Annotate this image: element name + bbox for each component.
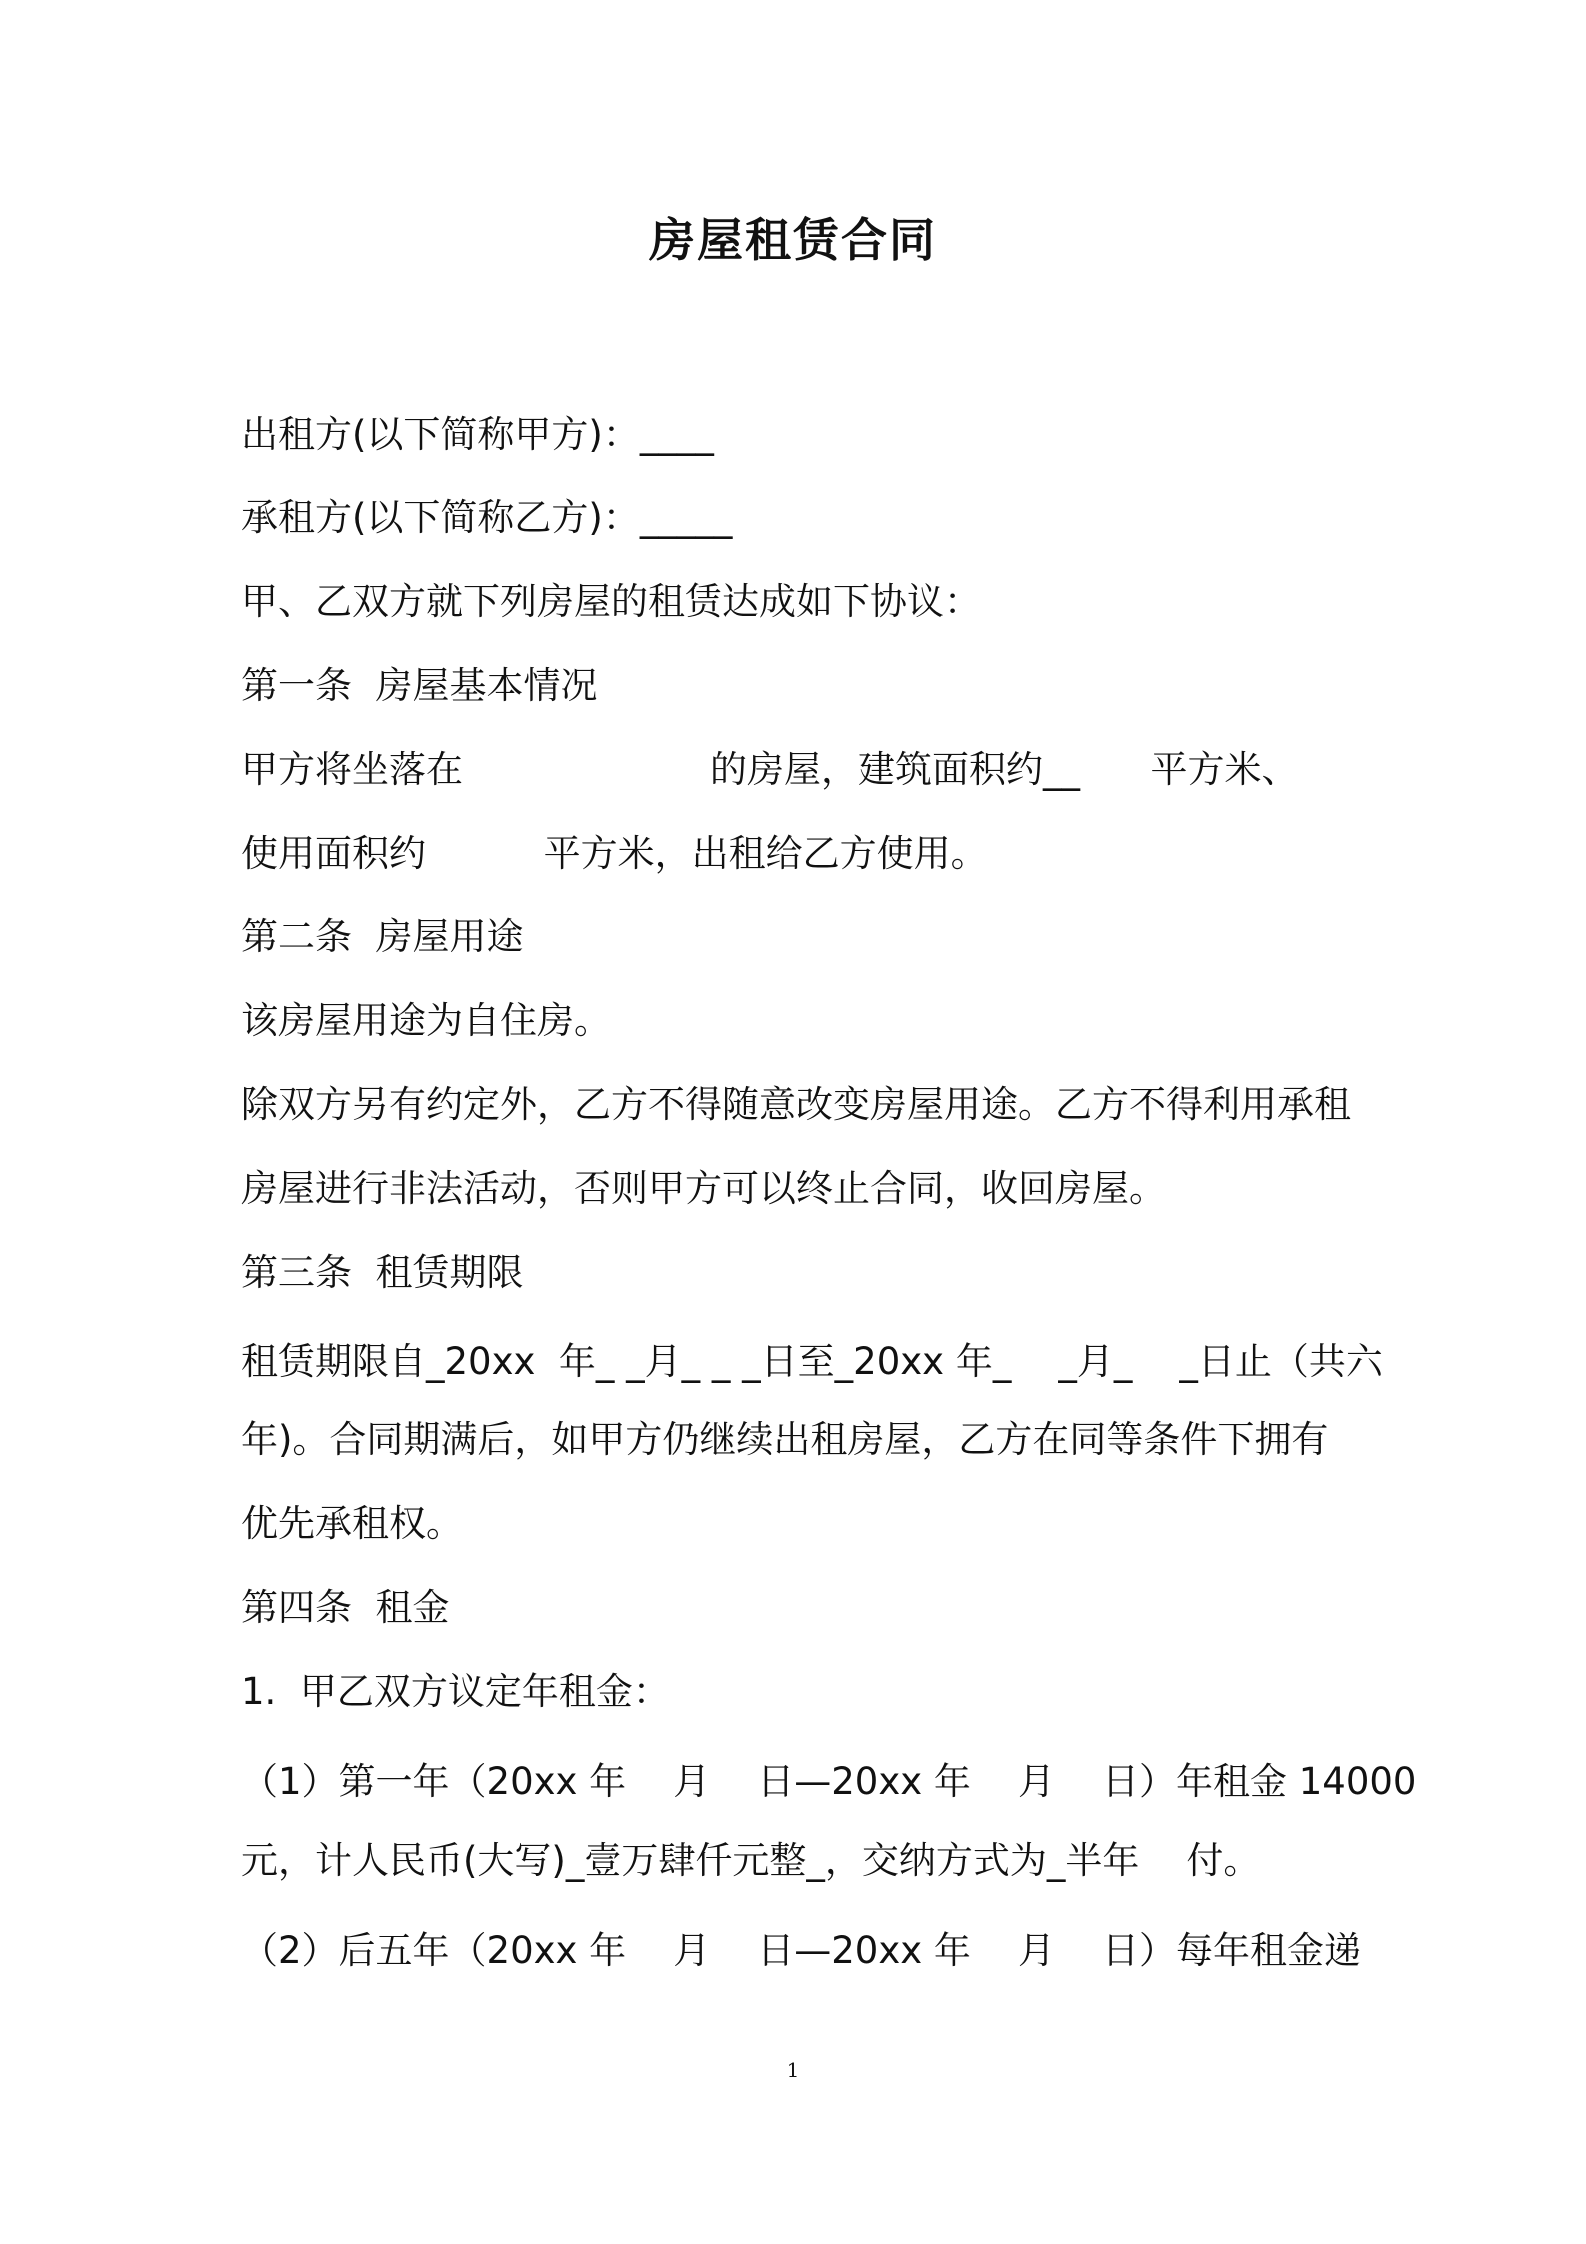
article-1-text-line-2: 使用面积约 平方米，出租给乙方使用。 <box>241 832 988 875</box>
article-4-item-1: 1. 甲乙双方议定年租金： <box>241 1670 670 1713</box>
article-3-heading: 第三条 租赁期限 <box>241 1251 524 1294</box>
article-1-text-line-1: 甲方将坐落在 的房屋，建筑面积约__ 平方米、 <box>241 748 1299 791</box>
article-4-item-1-1-line-2: 元，计人民币(大写)_壹万肆仟元整_，交纳方式为_半年 付。 <box>241 1839 1261 1882</box>
article-3-text-line-1: 租赁期限自_20xx 年_ _月_ _ _日至_20xx 年_ _月_ _日止（共六 <box>241 1340 1383 1383</box>
article-3-text-line-2: 年)。合同期满后，如甲方仍继续出租房屋，乙方在同等条件下拥有 <box>241 1418 1329 1461</box>
document-title: 房屋租赁合同 <box>649 213 937 267</box>
agreement-intro: 甲、乙双方就下列房屋的租赁达成如下协议： <box>241 580 981 623</box>
article-3-text-line-3: 优先承租权。 <box>241 1502 463 1545</box>
article-2-text-2-line-1: 除双方另有约定外，乙方不得随意改变房屋用途。乙方不得利用承租 <box>241 1083 1351 1126</box>
article-4-item-1-2-line-1: （2）后五年（20xx 年 月 日—20xx 年 月 日）每年租金递 <box>241 1929 1361 1972</box>
article-4-item-1-1-line-1: （1）第一年（20xx 年 月 日—20xx 年 月 日）年租金 14000 <box>241 1760 1417 1803</box>
article-2-heading: 第二条 房屋用途 <box>241 915 524 958</box>
article-1-heading: 第一条 房屋基本情况 <box>241 664 598 707</box>
lessor-line: 出租方(以下简称甲方)：____ <box>241 413 714 456</box>
article-4-heading: 第四条 租金 <box>241 1586 450 1629</box>
lessee-line: 承租方(以下简称乙方)：_____ <box>241 496 733 539</box>
article-2-text-1: 该房屋用途为自住房。 <box>241 999 611 1042</box>
article-2-text-2-line-2: 房屋进行非法活动，否则甲方可以终止合同，收回房屋。 <box>241 1167 1166 1210</box>
page-number: 1 <box>786 2058 800 2082</box>
